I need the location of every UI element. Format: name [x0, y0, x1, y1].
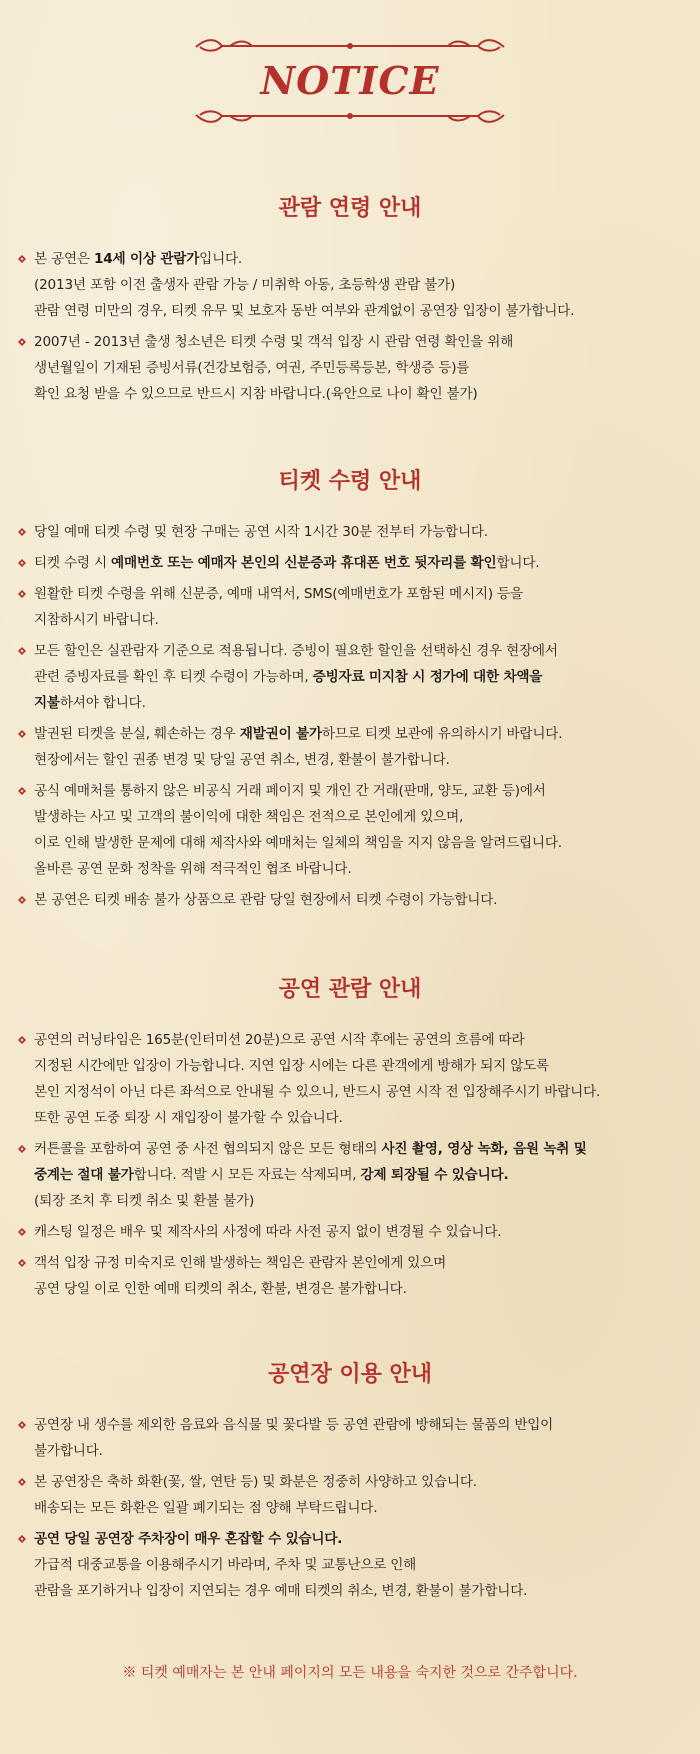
list-item	[18, 1136, 682, 1214]
body-text: 공연 당일 이로 인한 예매 티켓의 취소, 환불, 변경은 불가합니다.	[34, 1281, 407, 1297]
item-line	[34, 1105, 682, 1131]
item-line	[34, 1053, 682, 1079]
diamond-bullet-icon	[18, 1228, 26, 1236]
body-text: 지참하시기 바랍니다.	[34, 612, 159, 628]
section-title: 공연 관람 안내	[278, 977, 422, 1002]
item-line	[34, 272, 682, 298]
body-text: 지정된 시간에만 입장이 가능합니다. 지연 입장 시에는 다른 관객에게 방해가 되지 않도록	[34, 1058, 549, 1074]
list-item	[18, 1526, 682, 1604]
item-line	[34, 1526, 682, 1552]
section-title: 공연장 이용 안내	[267, 1362, 433, 1387]
list-item	[18, 887, 682, 913]
diamond-bullet-icon	[18, 1421, 26, 1429]
item-line	[34, 1079, 682, 1105]
diamond-bullet-icon	[18, 255, 26, 263]
diamond-bullet-icon	[18, 896, 26, 904]
item-line	[34, 1136, 682, 1162]
list-item	[18, 246, 682, 324]
notice-header	[0, 36, 700, 126]
body-text: 생년월일이 기재된 증빙서류(건강보험증, 여권, 주민등록등본, 학생증 등)를	[34, 360, 470, 376]
item-line	[34, 246, 682, 272]
diamond-bullet-icon	[18, 1478, 26, 1486]
body-text: 공연장 내 생수를 제외한 음료와 음식물 및 꽃다발 등 공연 관람에 방해되는 물품의 반입이	[34, 1417, 554, 1433]
section-ticket-pickup	[18, 467, 682, 918]
body-text: 원활한 티켓 수령을 위해 신분증, 예매 내역서, SMS(예매번호가 포함된 메시지) 등을	[34, 586, 523, 602]
emphasis-text: 증빙자료 미지참 시 정가에 대한 차액을	[312, 669, 543, 685]
diamond-bullet-icon	[18, 590, 26, 598]
body-text: 불가합니다.	[34, 1443, 103, 1459]
body-text: 관람을 포기하거나 입장이 지연되는 경우 예매 티켓의 취소, 변경, 환불이 불가합니다.	[34, 1583, 528, 1599]
list-item	[18, 519, 682, 545]
body-text: 하셔야 합니다.	[59, 695, 146, 711]
notice-title: NOTICE	[260, 58, 440, 103]
body-text: 공연의 러닝타임은 165분(인터미션 20분)으로 공연 시작 후에는 공연의 흐름에 따라	[34, 1032, 525, 1048]
diamond-bullet-icon	[18, 1145, 26, 1153]
section-viewing-guide	[18, 975, 682, 1307]
list-item	[18, 1250, 682, 1302]
item-line	[34, 1250, 682, 1276]
body-text: 합니다.	[496, 555, 540, 571]
item-line	[34, 329, 682, 355]
item-line	[34, 1412, 682, 1438]
body-text: 커튼콜을 포함하여 공연 중 사전 협의되지 않은 모든 형태의	[34, 1141, 382, 1157]
body-text: 배송되는 모든 화환은 일괄 폐기되는 점 양해 부탁드립니다.	[34, 1500, 378, 1516]
item-line	[34, 887, 682, 913]
section-age-guide	[18, 194, 682, 412]
item-line	[34, 664, 682, 690]
section-title: 티켓 수령 안내	[278, 469, 422, 494]
body-text: 객석 입장 규정 미숙지로 인해 발생하는 책임은 관람자 본인에게 있으며	[34, 1255, 447, 1271]
item-line	[34, 1495, 682, 1521]
emphasis-text: 사진 촬영, 영상 녹화, 음원 녹취 및	[381, 1141, 587, 1157]
item-list	[18, 1412, 682, 1604]
diamond-bullet-icon	[18, 528, 26, 536]
body-text: 발권된 티켓을 분실, 훼손하는 경우	[34, 726, 240, 742]
section-venue-guide	[18, 1360, 682, 1609]
list-item	[18, 778, 682, 882]
body-text: 관람 연령 미만의 경우, 티켓 유무 및 보호자 동반 여부와 관계없이 공연장 입장이 불가합니다.	[34, 303, 575, 319]
item-line	[34, 355, 682, 381]
diamond-bullet-icon	[18, 1259, 26, 1267]
diamond-bullet-icon	[18, 787, 26, 795]
emphasis-text: 중계는 절대 불가	[34, 1167, 134, 1183]
item-line	[34, 298, 682, 324]
item-line	[34, 638, 682, 664]
diamond-bullet-icon	[18, 559, 26, 567]
item-line	[34, 804, 682, 830]
list-item	[18, 1027, 682, 1131]
body-text: 본 공연은 티켓 배송 불가 상품으로 관람 당일 현장에서 티켓 수령이 가능합니다.	[34, 892, 498, 908]
diamond-bullet-icon	[18, 338, 26, 346]
item-line	[34, 607, 682, 633]
footer-note: ※ 티켓 예매자는 본 안내 페이지의 모든 내용을 숙지한 것으로 간주합니다.	[122, 1665, 578, 1681]
body-text: 이로 인해 발생한 문제에 대해 제작사와 예매처는 일체의 책임을 지지 않음을 알려드립니다.	[34, 835, 562, 851]
item-line	[34, 1276, 682, 1302]
body-text: 캐스팅 일정은 배우 및 제작사의 사정에 따라 사전 공지 없이 변경될 수 있습니다.	[34, 1224, 502, 1240]
body-text: 모든 할인은 실관람자 기준으로 적용됩니다. 증빙이 필요한 할인을 선택하신 경우 현장에서	[34, 643, 558, 659]
item-line	[34, 721, 682, 747]
item-line	[34, 519, 682, 545]
body-text: 2007년 - 2013년 출생 청소년은 티켓 수령 및 객석 입장 시 관람 연령 확인을 위해	[34, 334, 514, 350]
list-item	[18, 581, 682, 633]
item-line	[34, 550, 682, 576]
body-text: (퇴장 조치 후 티켓 취소 및 환불 불가)	[34, 1193, 255, 1209]
item-line	[34, 581, 682, 607]
item-line	[34, 778, 682, 804]
body-text: 티켓 수령 시	[34, 555, 112, 571]
item-line	[34, 1027, 682, 1053]
item-line	[34, 381, 682, 407]
diamond-bullet-icon	[18, 1036, 26, 1044]
flourish-ornament-icon	[0, 106, 700, 126]
item-line	[34, 856, 682, 882]
item-list	[18, 519, 682, 913]
list-item	[18, 1412, 682, 1464]
item-line	[34, 1188, 682, 1214]
body-text: 발생하는 사고 및 고객의 불이익에 대한 책임은 전적으로 본인에게 있으며,	[34, 809, 464, 825]
emphasis-text: 14세 이상 관람가	[93, 251, 200, 267]
item-line	[34, 1162, 682, 1188]
list-item	[18, 329, 682, 407]
body-text: 확인 요청 받을 수 있으므로 반드시 지참 바랍니다.(육안으로 나이 확인 불가)	[34, 386, 478, 402]
emphasis-text: 예매번호 또는 예매자 본인의 신분증과 휴대폰 번호 뒷자리를 확인	[111, 555, 497, 571]
item-line	[34, 1552, 682, 1578]
list-item	[18, 721, 682, 773]
body-text: (2013년 포함 이전 출생자 관람 가능 / 미취학 아동, 초등학생 관람 불가)	[34, 277, 456, 293]
body-text: 입니다.	[199, 251, 243, 267]
body-text: 본 공연은	[34, 251, 94, 267]
body-text: 본인 지정석이 아닌 다른 좌석으로 안내될 수 있으니, 반드시 공연 시작 전 입장해주시기 바랍니다.	[34, 1084, 601, 1100]
body-text: 본 공연장은 축하 화환(꽃, 쌀, 연탄 등) 및 화분은 정중히 사양하고 있습니다.	[34, 1474, 477, 1490]
list-item	[18, 1219, 682, 1245]
emphasis-text: 공연 당일 공연장 주차장이 매우 혼잡할 수 있습니다.	[34, 1531, 343, 1547]
body-text: 하므로 티켓 보관에 유의하시기 바랍니다.	[321, 726, 563, 742]
flourish-ornament-icon	[0, 36, 700, 56]
item-line	[34, 690, 682, 716]
diamond-bullet-icon	[18, 730, 26, 738]
item-list	[18, 1027, 682, 1302]
item-line	[34, 747, 682, 773]
item-line	[34, 1469, 682, 1495]
emphasis-text: 재발권이 불가	[239, 726, 322, 742]
emphasis-text: 강제 퇴장될 수 있습니다.	[360, 1167, 509, 1183]
item-line	[34, 1219, 682, 1245]
item-line	[34, 830, 682, 856]
body-text: 당일 예매 티켓 수령 및 현장 구매는 공연 시작 1시간 30분 전부터 가능합니다.	[34, 524, 488, 540]
body-text: 합니다. 적발 시 모든 자료는 삭제되며,	[133, 1167, 361, 1183]
body-text: 공식 예매처를 통하지 않은 비공식 거래 페이지 및 개인 간 거래(판매, 양도, 교환 등)에서	[34, 783, 546, 799]
diamond-bullet-icon	[18, 1535, 26, 1543]
item-list	[18, 246, 682, 407]
list-item	[18, 550, 682, 576]
emphasis-text: 지불	[34, 695, 60, 711]
list-item	[18, 1469, 682, 1521]
body-text: 또한 공연 도중 퇴장 시 재입장이 불가할 수 있습니다.	[34, 1110, 343, 1126]
list-item	[18, 638, 682, 716]
item-line	[34, 1578, 682, 1604]
section-title: 관람 연령 안내	[278, 196, 422, 221]
body-text: 올바른 공연 문화 정착을 위해 적극적인 협조 바랍니다.	[34, 861, 352, 877]
body-text: 현장에서는 할인 권종 변경 및 당일 공연 취소, 변경, 환불이 불가합니다.	[34, 752, 450, 768]
item-line	[34, 1438, 682, 1464]
diamond-bullet-icon	[18, 647, 26, 655]
body-text: 관련 증빙자료를 확인 후 티켓 수령이 가능하며,	[34, 669, 313, 685]
body-text: 가급적 대중교통을 이용해주시기 바라며, 주차 및 교통난으로 인해	[34, 1557, 417, 1573]
